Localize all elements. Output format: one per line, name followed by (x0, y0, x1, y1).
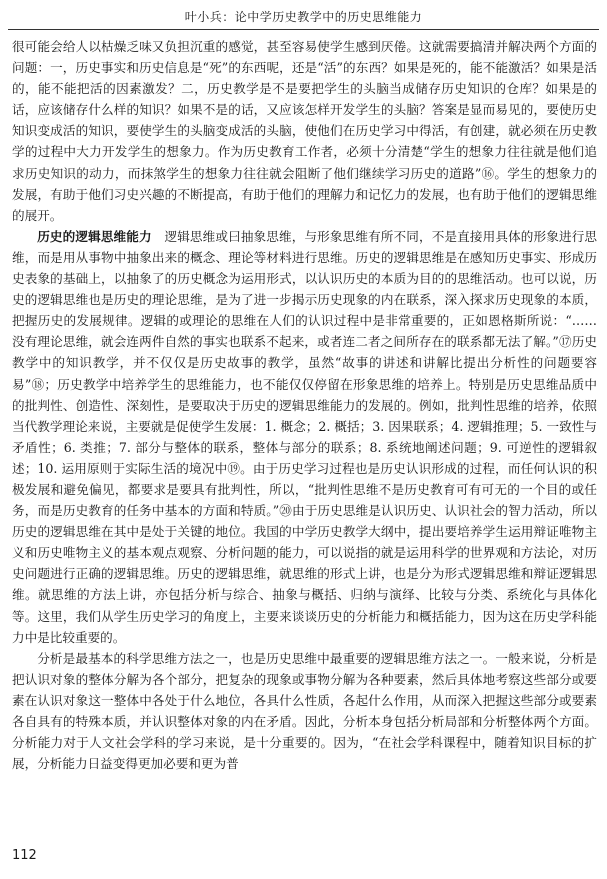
header-rule (8, 29, 599, 30)
running-header: 叶小兵：论中学历史教学中的历史思维能力 (184, 10, 423, 24)
section-heading: 历史的逻辑思维能力 (37, 228, 152, 244)
page-number: 112 (12, 848, 37, 863)
body-text (12, 36, 597, 774)
paragraph-analysis: 分析是最基本的科学思维方法之一，也是历史思维中最重要的逻辑思维方法之一。一般来说，分析是把认识对象的整体分解为各个部分，把复杂的现象或事物分解为各种要素，然后具体地考察这些部分或要素在认识对象这一整体中各处于什么地位，各具什么性质，各起什么作用，从而深入把握这些部分或要素各自具有的特殊本质，并认识整体对象的内在矛盾。因此，分析本身包括分析局部和分析整体两个方面。分析能力对于人文社会学科的学习来说，是十分重要的。因为，“在社会学科课程中，随着知识目标的扩展，分析能力日益变得更加必要和更为普 (12, 650, 597, 772)
paragraph-imagination-conclusion: 很可能会给人以枯燥乏味又负担沉重的感觉，甚至容易使学生感到厌倦。这就需要搞清并解决两个方面的问题：一，历史事实和历史信息是“死”的东西呢，还是“活”的东西？如果是死的，能不能激活？如果是活的，能不能把活的因素激发？二，历史教学是不是要把学生的头脑当成储存历史知识的仓库？如果是的话，应该储存什么样的知识？如果不是的话，又应该怎样开发学生的头脑？答案是显而易见的，要使历史知识变成活的知识，要使学生的头脑变成活的头脑，使他们在历史学习中得活，有创建，就必须在历史教学的过程中大力开发学生的想象力。作为历史教育工作者，必须十分清楚“学生的想象力往往就是他们追求历史知识的动力，而抹煞学生的想象力往往就会阻断了他们继续学习历史的道路”⑯。学生的想象力的发展，有助于他们习史兴趣的不断提高，有助于他们的理解力和记忆力的发展，也有助于他们的逻辑思维的展开。 (12, 39, 597, 223)
paragraph-logical-thinking (12, 226, 597, 648)
paragraph-logical-thinking-text: 逻辑思维或曰抽象思维，与形象思维有所不同，不是直接用具体的形象进行思维，而是用从事物中抽象出来的概念、理论等材料进行思维。历史的逻辑思维是在感知历史事实、形成历史表象的基础上，以抽象了的历史概念为运用形式，以认识历史的本质为目的的思维活动。也可以说，历史的逻辑思维也是历史的理论思维，是为了进一步揭示历史现象的内在联系，深入探求历史现象的本质，把握历史的发展规律。逻辑的或理论的思维在人们的认识过程中是非常重要的，正如恩格斯所说：“……没有理论思维，就会连两件自然的事实也联系不起来，或者连二者之间所存在的联系都无法了解。”⑰历史教学中的知识教学，并不仅仅是历史故事的教学，虽然“故事的讲述和讲解比提出分析性的问题要容易”⑱；历史教学中培养学生的思维能力，也不能仅仅停留在形象思维的培养上。特别是历史思维品质中的批判性、创造性、深刻性，是要取决于历史的逻辑思维能力的发展的。例如，批判性思维的培养，依照当代教学理论来说，主要就是促使学生发展：1. 概念；2. 概括；3. 因果联系；4. 逻辑推理；5. 一致性与矛盾性；6. 类推；7. 部分与整体的联系，整体与部分的联系；8. 系统地阐述问题；9. 可逆性的逻辑叙述；10. 运用原则于实际生活的境况中⑲。由于历史学习过程也是历史认识形成的过程，而任何认识的积极发展和避免偏见，都要求是要具有批判性，所以，“批判性思维不是历史教育可有可无的一个目的或任务，而是历史教育的任务中基本的方面和特质。”⑳由于历史思维是认识历史、认识社会的智力活动，所以历史的逻辑思维在其中是处于关键的地位。我国的中学历史教学大纲中，提出要培养学生运用辩证唯物主义和历史唯物主义的基本观点观察、分析问题的能力，可以说指的就是运用科学的世界观和方法论，对历史问题进行正确的逻辑思维。历史的逻辑思维，就思维的形式上讲，也是分为形式逻辑思维和辩证逻辑思维。就思维的方法上讲，亦包括分析与综合、抽象与概括、归纳与演绎、比较与分类、系统化与具体化等。这里，我们从学生历史学习的角度上，主要来谈谈历史的分析能力和概括能力，因为这在历史学科能力中是比较重要的。 (12, 228, 598, 645)
